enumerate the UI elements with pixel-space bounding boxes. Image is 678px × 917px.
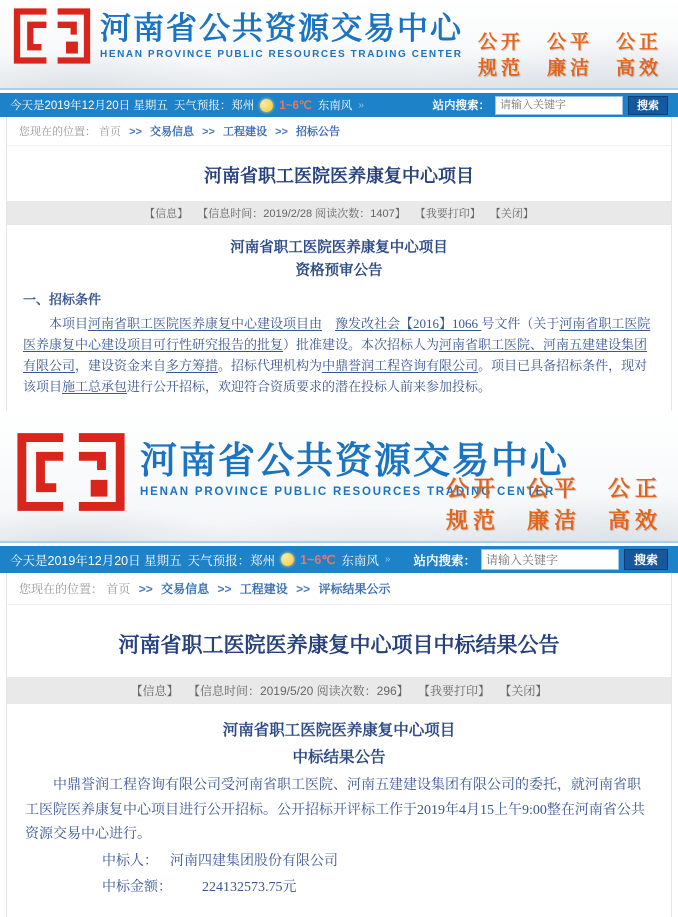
search-button[interactable]: 搜索 — [628, 96, 668, 115]
slogan-line-2: 规范 廉洁 高效 — [477, 57, 662, 79]
temperature-text: 1~6℃ — [300, 553, 336, 568]
weather-label: 天气预报：郑州 — [173, 100, 255, 112]
wind-text: 东南风 — [317, 100, 353, 112]
site-logo-icon — [10, 5, 94, 67]
article-meta-bar — [7, 677, 671, 704]
search-button[interactable]: 搜索 — [624, 549, 668, 570]
site-header — [0, 0, 678, 90]
search-input[interactable] — [481, 549, 619, 570]
breadcrumb-item-eval-result[interactable]: 评标结果公示 — [318, 582, 391, 597]
announcement-document — [7, 225, 671, 411]
site-header — [0, 411, 678, 543]
breadcrumb-item-tender-notice[interactable]: 招标公告 — [296, 126, 341, 138]
breadcrumb — [7, 573, 671, 605]
print-link[interactable]: 【我要打印】 — [414, 208, 481, 220]
breadcrumb-separator: >> — [217, 582, 232, 597]
weather-label: 天气预报：郑州 — [187, 553, 276, 568]
announcement-paragraph: 中鼎誉润工程咨询有限公司受河南省职工医院、河南五建建设集团有限公司的委托，就河南省职工医院医养康复中心项目进行公开招标。公开招标开评标工作于2019年4月15上午9:00整在河南省公共资源交易中心进行。 — [25, 778, 645, 843]
slogan-line-1: 公开 公平 公正 — [477, 32, 662, 53]
site-subtitle: HENAN PROVINCE PUBLIC RESOURCES TRADING CENTER — [140, 486, 556, 499]
breadcrumb-item-trade-info[interactable]: 交易信息 — [150, 126, 195, 138]
breadcrumb — [7, 117, 671, 146]
document-title-line1: 河南省职工医院医养康复中心项目 — [230, 240, 448, 256]
article-meta-bar — [7, 201, 671, 225]
search-label: 站内搜索： — [432, 100, 490, 112]
winner-row — [25, 850, 653, 875]
search-label: 站内搜索： — [413, 553, 476, 568]
announcement-document — [7, 704, 671, 916]
page-title: 河南省职工医院医养康复中心项目中标结果公告 — [118, 634, 560, 658]
winner-label: 中标人： — [102, 853, 158, 869]
document-title-line1: 河南省职工医院医养康复中心项目 — [222, 722, 456, 740]
amount-row — [25, 876, 653, 901]
wind-icon: » — [358, 99, 364, 111]
breadcrumb-item-trade-info[interactable]: 交易信息 — [161, 582, 210, 597]
breadcrumb-item-engineering[interactable]: 工程建设 — [239, 582, 288, 597]
meta-time-views: 【信息时间：2019/2/28 阅读次数：1407】 — [197, 208, 406, 220]
meta-info-label: 【信息】 — [144, 208, 189, 220]
meta-info-label: 【信息】 — [130, 684, 179, 699]
date-text: 今天是2019年12月20日 星期五 — [10, 553, 182, 568]
slogan-line-2: 规范 廉洁 高效 — [445, 508, 662, 534]
site-slogan — [478, 30, 662, 81]
site-search-area — [433, 96, 669, 115]
breadcrumb-separator: >> — [138, 582, 153, 597]
top-info-bar — [0, 93, 678, 117]
sun-icon — [260, 99, 273, 112]
document-title-line2: 中标结果公告 — [292, 748, 386, 766]
breadcrumb-prefix: 您现在的位置： — [19, 582, 104, 597]
winner-value: 河南四建集团股份有限公司 — [170, 853, 338, 869]
screenshot-capture-2 — [0, 411, 678, 916]
content-frame — [6, 573, 672, 916]
close-link[interactable]: 【关闭】 — [499, 684, 548, 699]
site-search-area — [413, 549, 668, 570]
breadcrumb-home-link[interactable]: 首页 — [99, 126, 122, 138]
date-weather-area — [10, 97, 370, 113]
amount-label: 中标金额： — [102, 880, 172, 896]
page-title: 河南省职工医院医养康复中心项目 — [204, 166, 474, 186]
breadcrumb-separator: >> — [129, 126, 142, 138]
date-text: 今天是2019年12月20日 星期五 — [10, 100, 168, 112]
search-input[interactable] — [495, 96, 623, 115]
close-link[interactable]: 【关闭】 — [489, 208, 534, 220]
screenshot-capture-1 — [0, 0, 678, 411]
site-subtitle: HENAN PROVINCE PUBLIC RESOURCES TRADING CENTER — [100, 49, 463, 61]
slogan-line-1: 公开 公平 公正 — [445, 476, 662, 502]
article-area — [7, 629, 671, 916]
site-title: 河南省公共资源交易中心 — [140, 440, 569, 482]
announcement-paragraph: 本项目河南省职工医院医养康复中心建设项目由 豫发改社会【2016】1066 号文件（关于河南省职工医院医养康复中心建设项目可行性研究报告的批复）批准建设。本次招标人为河南省职工医院、河南五建建设集团有限公司，建设资金来自多方筹措。招标代理机构为中鼎誉润工程咨询有限公司。项目已具备招标条件，现对该项目施工总承包进行公开招标，欢迎符合资质要求的潜在投标人前来参加投标。 — [23, 316, 651, 394]
content-frame — [6, 117, 672, 411]
site-logo-icon — [12, 427, 130, 517]
top-info-bar — [0, 546, 678, 573]
wind-text: 东南风 — [341, 553, 379, 568]
sun-icon — [281, 553, 294, 566]
site-slogan — [446, 473, 662, 537]
print-link[interactable]: 【我要打印】 — [418, 684, 491, 699]
date-weather-area — [10, 551, 396, 569]
meta-time-views: 【信息时间：2019/5/20 阅读次数：296】 — [187, 684, 409, 699]
temperature-text: 1~6℃ — [279, 100, 312, 112]
section-heading: 一、招标条件 — [23, 292, 102, 308]
wind-icon: » — [384, 554, 391, 566]
document-title-line2: 资格预审公告 — [295, 263, 383, 280]
breadcrumb-home-link[interactable]: 首页 — [106, 582, 131, 597]
breadcrumb-item-engineering[interactable]: 工程建设 — [223, 126, 268, 138]
breadcrumb-prefix: 您现在的位置： — [19, 126, 96, 138]
amount-value: 224132573.75元 — [202, 880, 297, 896]
breadcrumb-separator: >> — [275, 126, 288, 138]
breadcrumb-separator: >> — [202, 126, 215, 138]
article-area — [7, 162, 671, 411]
site-brand — [100, 12, 463, 60]
breadcrumb-separator: >> — [296, 582, 311, 597]
site-title: 河南省公共资源交易中心 — [100, 11, 463, 46]
